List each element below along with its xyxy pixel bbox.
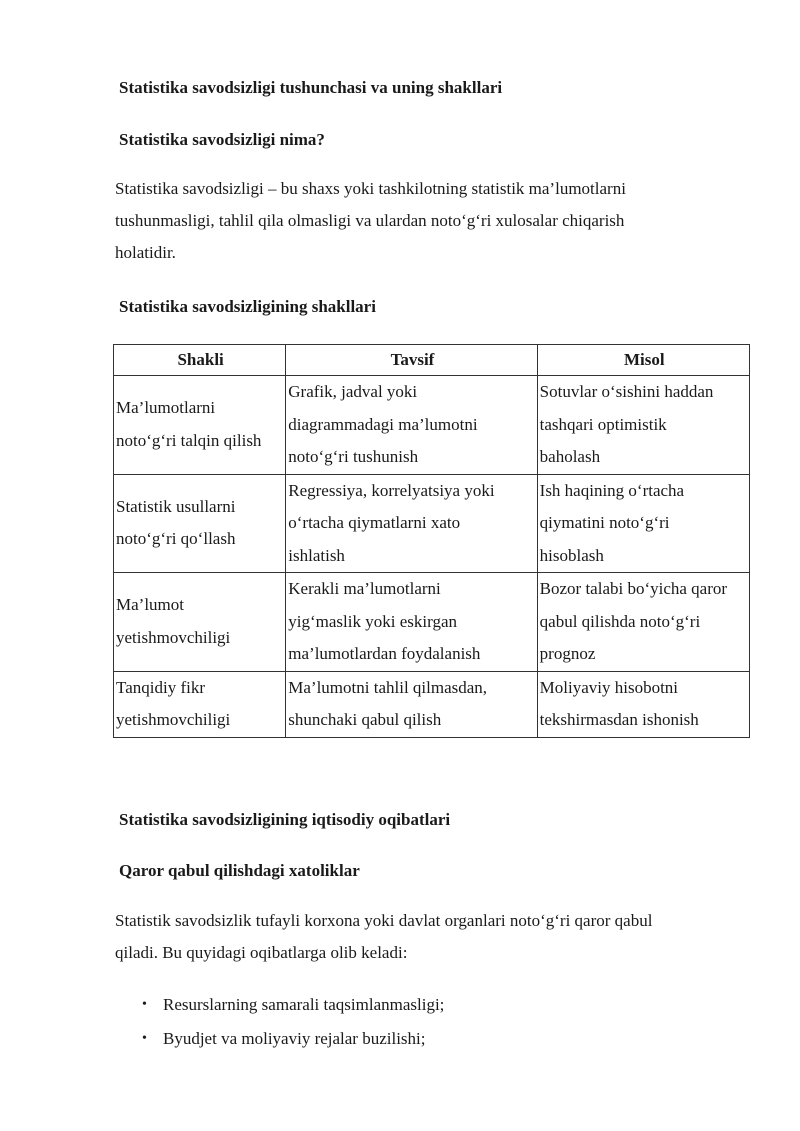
cell-line: tashqari optimistik: [539, 414, 667, 434]
bullet-icon: •: [142, 1031, 147, 1046]
cell-line: qabul qilishda noto‘g‘ri: [539, 611, 701, 631]
table-cell-misol: [537, 474, 749, 573]
cell-line: Statistik usullarni: [116, 496, 236, 516]
table-cell-tavsif: [286, 376, 537, 475]
list-item: [115, 1022, 444, 1056]
table-row: [114, 573, 750, 672]
consequences-list: [115, 988, 444, 1056]
definition-paragraph: [115, 173, 735, 269]
cell-line: baholash: [539, 447, 601, 466]
definition-line: tushunmasligi, tahlil qila olmasligi va ulardan noto‘g‘ri xulosalar chiqarish: [115, 211, 625, 230]
cell-line: yetishmovchiligi: [116, 710, 231, 729]
cell-line: Bozor talabi bo‘yicha qaror: [539, 579, 728, 598]
bullet-icon: •: [142, 997, 147, 1012]
cell-line: Grafik, jadval yoki: [288, 382, 418, 401]
table-cell-tavsif: [286, 474, 537, 573]
table-cell-shakli: [114, 671, 286, 737]
cell-line: Moliyaviy hisobotni: [539, 677, 679, 697]
consequences-line: qiladi. Bu quyidagi oqibatlarga olib keladi:: [115, 943, 408, 962]
table-cell-shakli: [114, 376, 286, 475]
cell-line: noto‘g‘ri tushunish: [288, 447, 419, 466]
cell-line: diagrammadagi ma’lumotni: [288, 414, 478, 434]
table-row: [114, 376, 750, 475]
cell-line: Tanqidiy fikr: [116, 677, 205, 697]
table-row: [114, 671, 750, 737]
table-header-cell: Tavsif: [286, 345, 537, 376]
table-header-row: [114, 345, 750, 376]
cell-line: tekshirmasdan ishonish: [539, 710, 699, 729]
table-cell-tavsif: [286, 671, 537, 737]
list-item-text: Byudjet va moliyaviy rejalar buzilishi;: [163, 1029, 426, 1048]
table-cell-shakli: [114, 474, 286, 573]
table-row: [114, 474, 750, 573]
cell-line: Regressiya, korrelyatsiya yoki: [288, 480, 495, 500]
definition-line: Statistika savodsizligi – bu shaxs yoki tashkilotning statistik ma’lumotlarni: [115, 179, 626, 198]
cell-line: Ma’lumotni tahlil qilmasdan,: [288, 677, 488, 697]
section-heading-economic: Statistika savodsizligining iqtisodiy oqibatlari: [119, 810, 451, 829]
cell-line: hisoblash: [539, 545, 604, 565]
cell-line: qiymatini noto‘g‘ri: [539, 513, 670, 532]
cell-line: Kerakli ma’lumotlarni: [288, 579, 441, 598]
list-item-text: Resurslarning samarali taqsimlanmasligi;: [163, 995, 445, 1014]
document-title: Statistika savodsizligi tushunchasi va uning shakllari: [119, 78, 503, 97]
table-cell-tavsif: [286, 573, 537, 672]
cell-line: noto‘g‘ri talqin qilish: [116, 430, 262, 450]
consequences-line: Statistik savodsizlik tufayli korxona yoki davlat organlari noto‘g‘ri qaror qabul: [115, 911, 653, 930]
cell-line: Ma’lumotlarni: [116, 398, 216, 418]
list-item: [115, 988, 444, 1022]
cell-line: Sotuvlar o‘sishini haddan: [539, 382, 714, 401]
table-cell-shakli: [114, 573, 286, 672]
cell-line: Ish haqining o‘rtacha: [539, 480, 685, 500]
table-cell-misol: [537, 376, 749, 475]
cell-line: shunchaki qabul qilish: [288, 710, 442, 729]
forms-table: [113, 344, 750, 738]
section-heading-what-is: Statistika savodsizligi nima?: [119, 130, 325, 149]
definition-line: holatidir.: [115, 243, 176, 262]
cell-line: o‘rtacha qiymatlarni xato: [288, 513, 461, 532]
cell-line: noto‘g‘ri qo‘llash: [116, 529, 236, 549]
table-cell-misol: [537, 671, 749, 737]
section-heading-forms: Statistika savodsizligining shakllari: [119, 297, 376, 316]
consequences-paragraph: [115, 905, 735, 969]
section-heading-decisions: Qaror qabul qilishdagi xatoliklar: [119, 861, 360, 880]
cell-line: ma’lumotlardan foydalanish: [288, 644, 481, 663]
table-cell-misol: [537, 573, 749, 672]
cell-line: prognoz: [539, 644, 596, 663]
cell-line: Ma’lumot: [116, 595, 184, 615]
cell-line: yig‘maslik yoki eskirgan: [288, 611, 457, 631]
cell-line: ishlatish: [288, 545, 345, 565]
table-header-cell: Misol: [537, 345, 749, 376]
cell-line: yetishmovchiligi: [116, 627, 231, 647]
table-header-cell: Shakli: [114, 345, 286, 376]
